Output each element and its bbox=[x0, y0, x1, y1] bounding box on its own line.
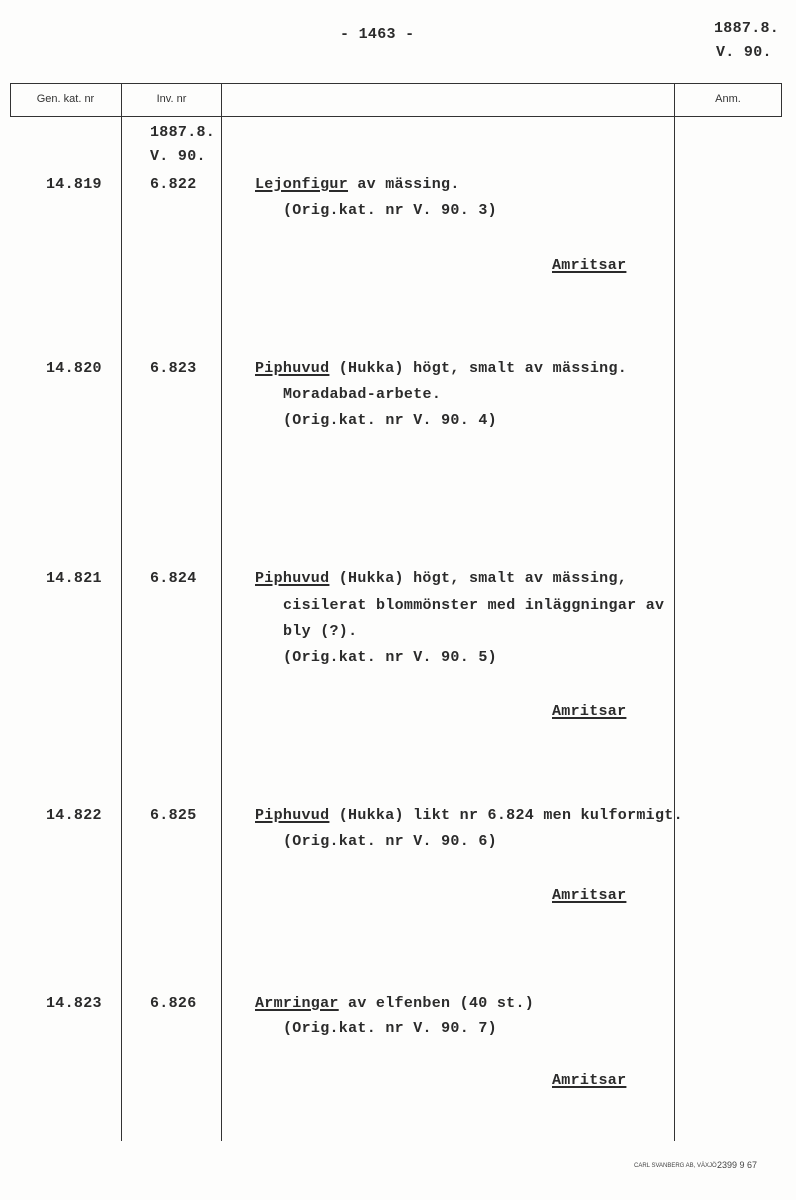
orig-kat-reference: (Orig.kat. nr V. 90. 6) bbox=[283, 833, 497, 850]
orig-kat-reference: (Orig.kat. nr V. 90. 3) bbox=[283, 202, 497, 219]
origin-place: Amritsar bbox=[552, 887, 627, 904]
inv-ref-year: 1887.8. bbox=[150, 124, 216, 141]
gen-kat-number: 14.823 bbox=[46, 995, 102, 1012]
form-code: 2399 9 67 bbox=[717, 1160, 758, 1170]
entry-description-rest: (Hukka) likt nr 6.824 men kulformigt. bbox=[329, 807, 683, 824]
gen-kat-number: 14.822 bbox=[46, 807, 102, 824]
inv-number: 6.826 bbox=[150, 995, 197, 1012]
entry-description bbox=[255, 570, 627, 587]
entry-description bbox=[255, 995, 534, 1012]
entry-description-rest: av elfenben (40 st.) bbox=[338, 995, 535, 1012]
orig-kat-reference: (Orig.kat. nr V. 90. 4) bbox=[283, 412, 497, 429]
table-header-bottom-border bbox=[10, 116, 782, 117]
origin-place: Amritsar bbox=[552, 257, 627, 274]
collection-ref-year: 1887.8. bbox=[714, 20, 780, 37]
column-divider-inv-desc bbox=[221, 83, 222, 1141]
gen-kat-number: 14.820 bbox=[46, 360, 102, 377]
table-top-border bbox=[10, 83, 782, 84]
entry-title: Piphuvud bbox=[255, 570, 330, 587]
gen-kat-number: 14.819 bbox=[46, 176, 102, 193]
gen-kat-number: 14.821 bbox=[46, 570, 102, 587]
origin-place: Amritsar bbox=[552, 703, 627, 720]
entry-description bbox=[255, 360, 627, 377]
column-divider-gen-inv bbox=[121, 83, 122, 1141]
table-right-border bbox=[781, 83, 782, 117]
orig-kat-reference: (Orig.kat. nr V. 90. 7) bbox=[283, 1020, 497, 1037]
printer-imprint: CARL SVANBERG AB, VÄXJÖ bbox=[634, 1163, 717, 1169]
entry-title: Piphuvud bbox=[255, 807, 330, 824]
entry-description bbox=[255, 807, 683, 824]
column-divider-desc-anm bbox=[674, 83, 675, 1141]
orig-kat-reference: (Orig.kat. nr V. 90. 5) bbox=[283, 649, 497, 666]
entry-description-rest: (Hukka) högt, smalt av mässing. bbox=[329, 360, 628, 377]
entry-description-rest: (Hukka) högt, smalt av mässing, bbox=[329, 570, 628, 587]
inv-number: 6.824 bbox=[150, 570, 197, 587]
entry-description bbox=[255, 176, 460, 193]
collection-ref-series: V. 90. bbox=[716, 44, 772, 61]
origin-place: Amritsar bbox=[552, 1072, 627, 1089]
inv-number: 6.825 bbox=[150, 807, 197, 824]
header-gen-kat-nr: Gen. kat. nr bbox=[36, 93, 95, 105]
header-inv-nr: Inv. nr bbox=[156, 93, 187, 105]
entry-detail-line: cisilerat blommönster med inläggningar av bbox=[283, 597, 665, 614]
inv-number: 6.823 bbox=[150, 360, 197, 377]
entry-title: Lejonfigur bbox=[255, 176, 349, 193]
inv-number: 6.822 bbox=[150, 176, 197, 193]
entry-description-rest: av mässing. bbox=[348, 176, 460, 193]
page-number: - 1463 - bbox=[340, 26, 415, 43]
header-anm: Anm. bbox=[715, 93, 741, 105]
entry-title: Piphuvud bbox=[255, 360, 330, 377]
inv-ref-series: V. 90. bbox=[150, 148, 206, 165]
entry-detail-line: Moradabad-arbete. bbox=[283, 386, 442, 403]
entry-title: Armringar bbox=[255, 995, 339, 1012]
entry-detail-line: bly (?). bbox=[283, 623, 358, 640]
